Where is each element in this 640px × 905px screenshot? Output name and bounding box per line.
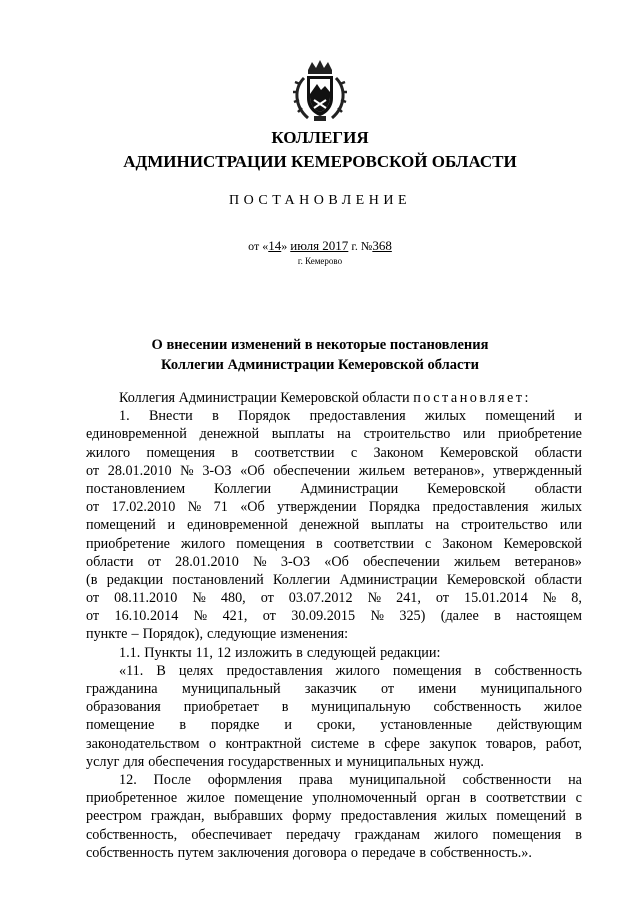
body-word: в (419, 844, 427, 861)
body-word: 16.10.2014 (114, 608, 179, 625)
body-word: от (435, 590, 449, 607)
body-word: о (209, 735, 217, 752)
body-word: уполномоченный (312, 790, 417, 807)
body-word: постановлений (172, 571, 264, 588)
body-word: сроки, (316, 717, 356, 734)
body-line (86, 425, 582, 443)
body-word: 03.07.2012 (288, 590, 353, 607)
document-date-number (0, 238, 640, 254)
body-word: помещения (392, 662, 462, 679)
body-word: пункте (86, 626, 128, 643)
body-word: 8, (571, 590, 582, 607)
body-line (86, 498, 582, 516)
organization-name-line1: КОЛЛЕГИЯ (271, 128, 369, 147)
body-line (86, 771, 582, 789)
body-word: утвержденный (493, 462, 582, 479)
body-word: передаче (361, 844, 416, 861)
body-word: целях (178, 662, 214, 679)
body-word: муниципальный (181, 681, 281, 697)
body-word: имени (418, 681, 457, 697)
body-word: муниципальную (311, 699, 411, 716)
body-word: изменения: (280, 626, 349, 643)
body-word: приобретение (86, 535, 170, 552)
body-word: форму (292, 808, 332, 825)
body-line (86, 844, 582, 862)
body-word: системе (310, 735, 359, 752)
body-line (86, 480, 582, 498)
body-word: предоставления (309, 408, 406, 425)
body-word: (далее (440, 608, 479, 625)
body-word: муниципальной (349, 771, 446, 788)
body-word: Коллегии (273, 571, 331, 588)
date-month-year: июля 2017 (290, 238, 349, 253)
body-word: жилое (186, 790, 225, 807)
body-word: установленные (380, 717, 473, 734)
body-word: области (534, 571, 582, 588)
body-word: 1. (119, 408, 130, 425)
body-word: В (156, 662, 166, 679)
body-word: помещения (492, 826, 562, 843)
body-word: услуг (86, 753, 120, 770)
body-line (86, 407, 582, 425)
body-line (86, 625, 582, 643)
body-word: Администрации (339, 571, 438, 588)
body-word: орган (426, 790, 461, 807)
body-word: от (147, 553, 161, 570)
body-word: предоставления (432, 499, 529, 516)
body-line (86, 680, 582, 698)
body-word: собственность (433, 699, 522, 716)
document-title-line1: О внесении изменений в некоторые постановления (151, 337, 489, 353)
body-word: 241, (396, 590, 421, 607)
body-word: 28.01.2010 (175, 553, 239, 570)
body-word: жильем (358, 462, 405, 479)
body-line (86, 389, 582, 407)
body-word: Кемеровской (427, 480, 506, 497)
body-word: закупок (429, 735, 477, 752)
body-word: приобретение (498, 426, 582, 443)
body-word: Внести (148, 408, 193, 425)
body-word: постановлением (86, 480, 186, 497)
body-word: муниципального (480, 681, 582, 697)
body-word: законодательством (86, 735, 200, 752)
body-word: в (494, 608, 501, 625)
body-line (86, 444, 582, 462)
body-word: 325) (399, 608, 426, 625)
body-word: жилого (86, 444, 131, 461)
body-word: приобретенное (86, 790, 178, 807)
body-word: – (131, 626, 139, 643)
body-word: жилого (434, 826, 479, 843)
body-word: товаров, (485, 735, 537, 752)
document-body (86, 389, 582, 862)
body-word: оформления (207, 771, 283, 788)
body-line (86, 516, 582, 534)
body-word: № (180, 462, 194, 479)
body-word: 71 (213, 499, 228, 516)
body-word: помещений (86, 517, 156, 534)
body-word: сфере (384, 735, 420, 752)
body-word: Порядок), (142, 626, 204, 643)
body-word: обеспечивает (191, 826, 272, 843)
body-line (86, 807, 582, 825)
body-word: Законом (442, 535, 493, 552)
body-word: на (337, 426, 351, 443)
body-word: Кемеровской (446, 571, 526, 588)
body-word: денежной (199, 426, 260, 443)
body-word: права (298, 771, 333, 788)
body-word: Законом (373, 444, 424, 461)
body-word: жилое (543, 699, 582, 716)
body-word: ветеранов» (514, 553, 582, 570)
body-line (86, 607, 582, 625)
body-word: строительство (461, 517, 548, 534)
body-word: Кемеровской (439, 444, 519, 461)
body-word: единовременной (186, 517, 288, 534)
body-word: порядке (211, 717, 260, 734)
body-word: следующие (207, 626, 277, 643)
body-word: помещение (86, 717, 155, 734)
body-line (86, 644, 582, 662)
body-word: предоставления (226, 662, 323, 679)
body-word: 3-ОЗ (202, 462, 232, 479)
body-word: в (469, 790, 477, 807)
body-word: или (559, 517, 582, 534)
body-word: в (296, 644, 303, 661)
body-word: муниципальных (346, 753, 445, 770)
body-word: «Об (324, 553, 349, 570)
document-number: 368 (372, 238, 392, 253)
body-word: Порядка (368, 499, 421, 516)
body-word: гражданина (86, 681, 158, 697)
document-title-line2: Коллегии Администрации Кемеровской области (161, 357, 479, 373)
body-line (86, 553, 582, 571)
body-word: № (370, 608, 384, 625)
body-word: помещений (485, 408, 556, 425)
body-word: 11, (195, 644, 213, 661)
body-word: жилых (445, 808, 488, 825)
body-word: с (575, 790, 582, 807)
body-word: в (179, 717, 187, 734)
body-word: «11. (119, 662, 144, 679)
body-word: для (123, 753, 145, 770)
body-word: о (350, 844, 358, 861)
body-word: соответствии (485, 790, 567, 807)
body-line (86, 698, 582, 716)
body-word: редакции (106, 571, 164, 588)
body-word: 12. (119, 771, 137, 788)
body-word: соответствии (254, 444, 335, 461)
body-word: путем (177, 844, 214, 861)
body-word: на (568, 771, 582, 788)
date-suffix: г. № (348, 239, 373, 253)
body-word: № (253, 553, 267, 570)
body-word: обеспечения (148, 753, 224, 770)
body-word: денежной (299, 517, 360, 534)
body-word: контрактной (225, 735, 302, 752)
body-word: или (463, 426, 486, 443)
city: г. Кемерово (297, 256, 343, 266)
body-word: 480, (220, 590, 246, 607)
body-word: строительство (363, 426, 451, 443)
body-word: собственности (462, 771, 552, 788)
body-word: в (281, 699, 289, 716)
body-line (86, 826, 582, 844)
body-word: собственность (494, 662, 582, 679)
body-word: № (193, 608, 208, 625)
body-word: жилого (181, 535, 226, 552)
body-word: № (192, 590, 206, 607)
body-word: редакции: (380, 644, 441, 661)
body-word: утверждении (277, 499, 357, 516)
body-word: работ, (545, 735, 582, 752)
body-word: и (574, 408, 582, 425)
body-line (86, 535, 582, 553)
body-line (86, 662, 582, 680)
body-word: образования (86, 699, 161, 716)
body-word: 421, (222, 608, 248, 625)
body-word: выбравших (213, 808, 283, 825)
body-word: с (425, 535, 432, 552)
body-word: в (575, 826, 582, 843)
body-word: и (167, 517, 176, 534)
body-word: Коллегии (214, 480, 272, 497)
body-word: гражданам (354, 826, 420, 843)
body-word: заказчик (304, 681, 357, 697)
body-word: в (474, 662, 482, 679)
body-word: № (187, 499, 202, 516)
body-word: действующим (496, 717, 582, 734)
body-line (86, 716, 582, 734)
body-word: настоящем (516, 608, 582, 625)
body-word: заключения (217, 844, 289, 861)
body-word: выплаты (371, 517, 424, 534)
body-word: 1.1. (119, 644, 141, 661)
body-word: от (86, 462, 100, 479)
body-word: в (212, 408, 219, 425)
body-word: Администрации (300, 480, 399, 497)
body-word: на (435, 517, 450, 534)
body-line (86, 462, 582, 480)
body-word: «Об (240, 462, 265, 479)
body-word: в (575, 808, 582, 825)
body-word: 30.09.2015 (291, 608, 356, 625)
body-text: Коллегия Администрации Кемеровской области (119, 390, 410, 406)
body-word: 08.11.2010 (114, 590, 178, 607)
body-line (86, 735, 582, 753)
body-word: в (368, 735, 375, 752)
body-line (86, 571, 582, 589)
body-word: жилых (540, 499, 582, 516)
body-word: единовременной (86, 426, 187, 443)
body-word: нужд. (448, 753, 484, 770)
body-word: приобретает (183, 699, 259, 716)
body-line (86, 589, 582, 607)
body-word: от (86, 590, 100, 607)
body-word: № (367, 590, 382, 607)
body-word: от (380, 681, 395, 697)
body-word: следующей (306, 644, 377, 661)
body-word: от (86, 499, 100, 516)
body-word: собственность, (86, 826, 178, 843)
date-prefix: от « (248, 239, 269, 253)
body-word: области (534, 480, 582, 497)
body-word: № (542, 590, 557, 607)
body-word: 3-ОЗ (280, 553, 311, 570)
body-word: помещения (146, 444, 216, 461)
body-line (86, 753, 582, 771)
body-word: жилого (335, 662, 380, 679)
document-type: ПОСТАНОВЛЕНИЕ (228, 193, 412, 208)
body-word: Кемеровской (503, 535, 582, 552)
date-day: 14 (268, 238, 282, 253)
body-word: соответствии (333, 535, 414, 552)
body-word: помещения (236, 535, 305, 552)
body-word: выплаты (271, 426, 325, 443)
body-word: обеспечении (273, 462, 351, 479)
body-word: реестром (86, 808, 142, 825)
body-line (86, 789, 582, 807)
body-word: области (534, 444, 582, 461)
body-text-spaced: постановляет: (413, 390, 531, 406)
body-word: предоставления (340, 808, 437, 825)
body-word: помещений (496, 808, 567, 825)
body-word: передачу (286, 826, 341, 843)
body-word: собственность (86, 844, 174, 861)
body-word: граждан, (150, 808, 205, 825)
body-word: собственность.». (430, 844, 532, 861)
body-word: и (335, 753, 343, 770)
body-word: с (350, 444, 358, 461)
kemerovo-coat-of-arms-icon (290, 58, 350, 124)
body-word: договора (292, 844, 347, 861)
body-word: ветеранов», (413, 462, 485, 479)
body-word: от (260, 590, 274, 607)
body-word: помещение (234, 790, 303, 807)
body-word: от (86, 608, 100, 625)
body-word: (в (86, 571, 98, 588)
body-word: жильем (454, 553, 501, 570)
body-word: в (315, 535, 323, 552)
body-word: 15.01.2014 (463, 590, 528, 607)
body-word: государственных (227, 753, 332, 770)
body-word: «Об (240, 499, 265, 516)
body-word: жилых (424, 408, 467, 425)
body-word: от (262, 608, 276, 625)
body-word: обеспечении (363, 553, 440, 570)
date-mid: » (281, 239, 291, 253)
body-word: в (231, 444, 239, 461)
body-word: изложить (235, 644, 293, 661)
body-word: 12 (216, 644, 232, 661)
body-word: 28.01.2010 (107, 462, 172, 479)
body-word: области (86, 553, 134, 570)
organization-name-line2: АДМИНИСТРАЦИИ КЕМЕРОВСКОЙ ОБЛАСТИ (123, 152, 517, 171)
body-word: После (153, 771, 191, 788)
body-word: и (284, 717, 292, 734)
body-word: Порядок (238, 408, 291, 425)
body-word: Пункты (144, 644, 192, 661)
body-word: 17.02.2010 (111, 499, 176, 516)
